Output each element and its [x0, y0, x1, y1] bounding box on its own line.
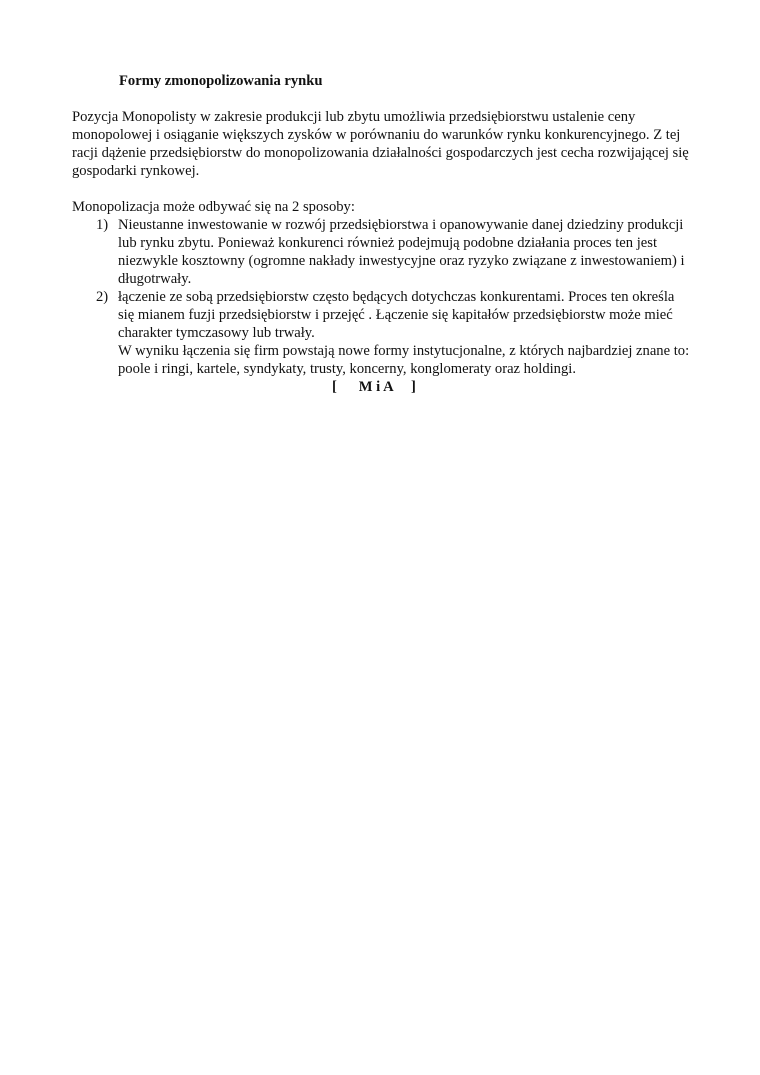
list-number: 2): [96, 289, 109, 305]
list-lead-paragraph: Monopolizacja może odbywać się na 2 sposoby:: [72, 199, 355, 215]
list-item-continuation: W wyniku łączenia się firm powstają nowe formy instytucjonalne, z których najbardziej znane to: poole i ringi, kartele, syndykaty, trusty, koncerny, konglomeraty oraz holdingi.: [118, 343, 690, 377]
intro-paragraph: Pozycja Monopolisty w zakresie produkcji lub zbytu umożliwia przedsiębiorstwu ustalenie ceny monopolowej i osiąganie większych zysków w porównaniu do warunków rynku konkurencyjnego. Z tej racji dążenie przedsiębiorstw do monopolizowania działalności gospodarczych jest cecha rozwijającej się gospodarki rynkowej.: [72, 109, 689, 179]
list-item: [72, 288, 692, 378]
list-item-text: łączenie ze sobą przedsiębiorstw często będących dotychczas konkurentami. Proces ten określa się mianem fuzji przedsiębiorstw i przejęć . Łączenie się kapitałów przedsiębiorstw może mieć charakter tymczasowy lub trwały.: [118, 289, 675, 341]
list-item: [72, 216, 692, 288]
author-signature: [ M i A ]: [332, 379, 416, 395]
list-item-text: Nieustanne inwestowanie w rozwój przedsiębiorstwa i opanowywanie danej dziedziny produkcji lub rynku zbytu. Ponieważ konkurenci również podejmują podobne działania proces ten jest niezwykle kosztowny (ogromne nakłady inwestycyjne oraz ryzyko związane z inwestowaniem) i długotrwały.: [118, 217, 685, 287]
document-title: Formy zmonopolizowania rynku: [119, 73, 323, 89]
paragraph-spacer: [72, 180, 692, 198]
methods-list: [72, 216, 692, 378]
document-content: [72, 72, 692, 396]
list-number: 1): [96, 217, 109, 233]
